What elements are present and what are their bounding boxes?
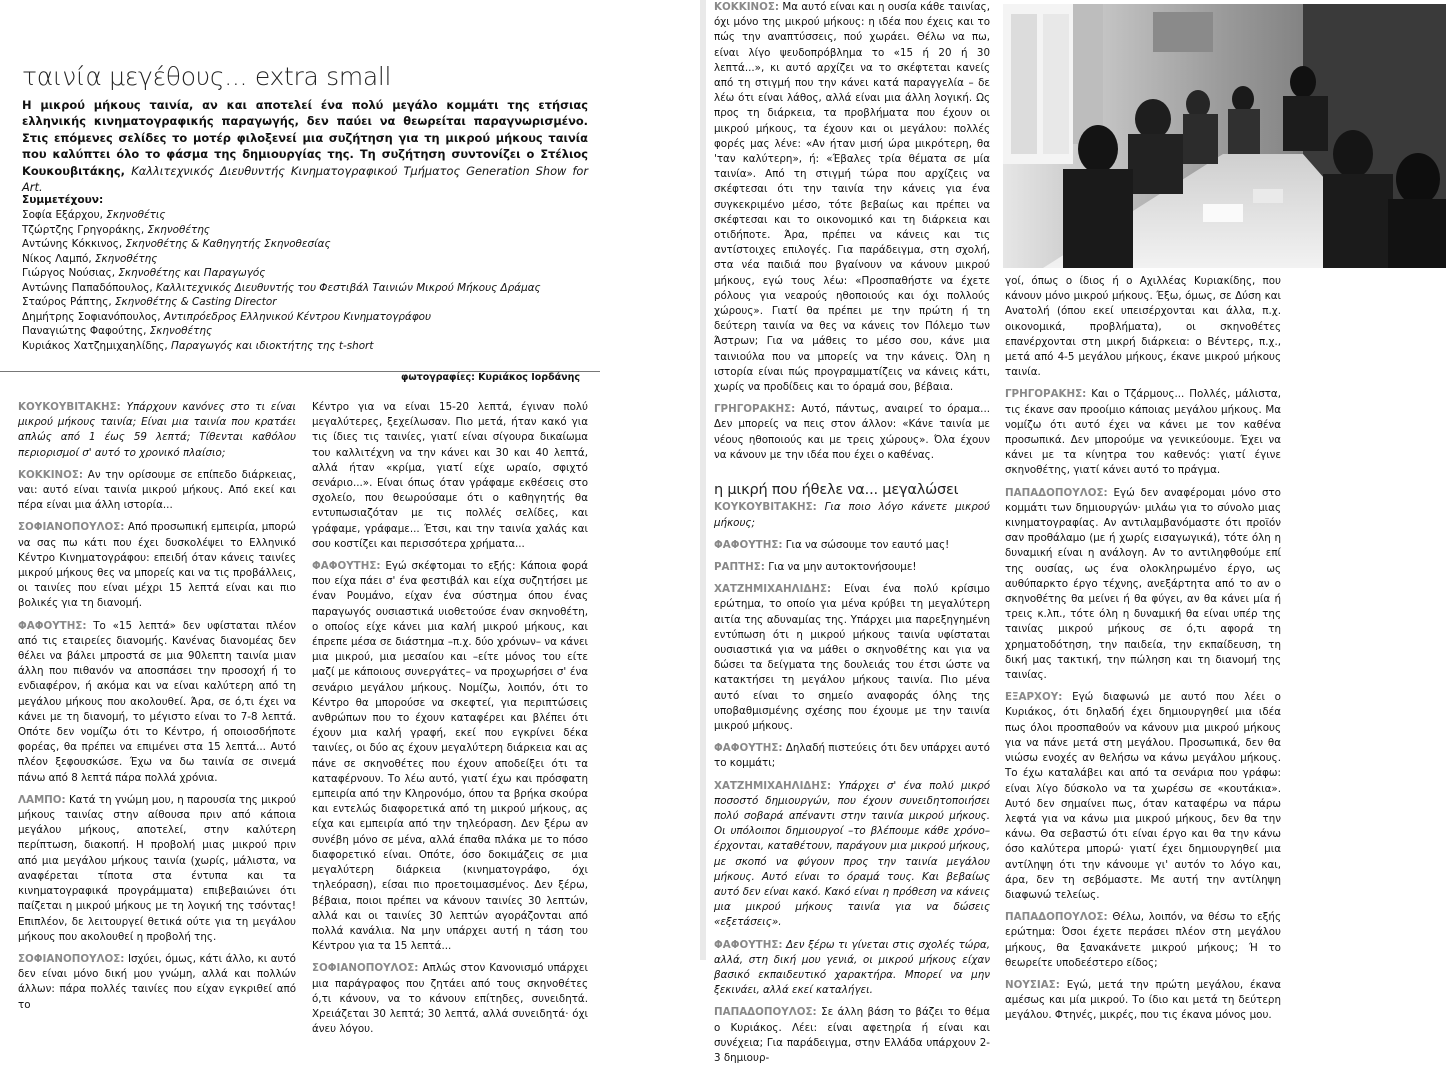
dialogue-paragraph <box>1005 978 1281 1024</box>
dialogue-paragraph <box>714 1005 990 1066</box>
dialogue-paragraph <box>18 952 296 1013</box>
speaker-name: ΧΑΤΖΗΜΙΧΑΗΛΙΔΗΣ: <box>714 779 832 792</box>
speaker-name: ΚΟΥΚΟΥΒΙΤΑΚΗΣ: <box>18 401 121 413</box>
speaker-name: ΠΑΠΑΔΟΠΟΥΛΟΣ: <box>1005 486 1108 499</box>
text-column-3-bottom <box>714 500 990 1066</box>
text-column-2 <box>312 400 588 1044</box>
speaker-name: ΓΡΗΓΟΡΑΚΗΣ: <box>714 403 796 416</box>
participant-name: Σταύρος Ράπτης, <box>22 296 112 308</box>
participant-role: Σκηνοθέτης & Casting Director <box>114 296 277 308</box>
participant-name: Σοφία Εξάρχου, <box>22 209 103 221</box>
dialogue-paragraph <box>714 741 990 771</box>
speech-text: Υπάρχουν κανόνες στο τι είναι μικρού μήκους ταινία; Είναι μια ταινία που κρατάει απλώς από 1 έως 59 λεπτά; Τίθενται καθόλου περιορισμοί σ' αυτό το χρονικό πλαίσιο; <box>18 401 296 459</box>
speaker-name: ΕΞΑΡΧΟΥ: <box>1005 691 1063 704</box>
participant-name: Τζώρτζης Γρηγοράκης, <box>22 223 145 236</box>
meeting-photo-image <box>1003 4 1446 268</box>
speaker-name: ΦΑΦΟΥΤΗΣ: <box>18 619 87 632</box>
participant-name: Δημήτρης Σοφιανόπουλος, <box>22 310 161 323</box>
participant-role: Καλλιτεχνικός Διευθυντής του Φεστιβάλ Ταινιών Μικρού Μήκους Δράμας <box>156 281 541 294</box>
section-heading: η μικρή που ήθελε να... μεγαλώσει <box>714 482 959 499</box>
discussion-photo <box>1003 4 1446 268</box>
dialogue-paragraph <box>714 560 990 575</box>
speaker-name: ΣΟΦΙΑΝΟΠΟΥΛΟΣ: <box>18 521 125 534</box>
speaker-name: ΧΑΤΖΗΜΙΧΑΗΛΙΔΗΣ: <box>714 583 832 596</box>
article-title: ταινία μεγέθους... extra small <box>22 62 392 91</box>
participant-row <box>22 339 602 354</box>
speech-text: Υπάρχει σ' ένα πολύ μικρό ποσοστό δημιουργών, που έχουν συνειδητοποιήσει πολύ σοβαρά απέναντι στην ταινία μικρού μήκους. Οι υπόλοιποι δημιουργοί –το βλέπουμε κάθε χρόνο– έρχονται, καταθέτουν, παράγουν μια μικρού μήκους, με σκοπό να φύγουν προς την ταινία μεγάλου μήκους. Αυτό είναι το όραμά τους. Και βεβαίως αυτό δεν είναι κακό. Κακό είναι η πρόθεση να κάνεις μια μικρού μήκους ταινία για να δώσεις «εξετάσεις». <box>714 779 990 929</box>
participant-row <box>22 252 602 267</box>
text-column-3 <box>714 0 990 1073</box>
dialogue-paragraph <box>18 619 296 786</box>
speaker-name: ΠΑΠΑΔΟΠΟΥΛΟΣ: <box>714 1006 817 1019</box>
participant-name: Αντώνης Κόκκινος, <box>22 238 123 250</box>
speaker-name: ΦΑΦΟΥΤΗΣ: <box>714 938 783 951</box>
speech-text: Και ο Τζάρμους... Πολλές, μάλιστα, τις έκανε σαν προοίμιο κάποιας μεγάλου μήκους. Μα νομίζω ότι αυτό έχει να κάνει με τον καθένα προσωπικά. Δεν μπορούμε να γενικεύουμε. Έχει να κάνει με τα κίνητρα του καθενός: γιατί έγινε σκηνοθέτης, γιατί κάνει αυτό το πράγμα. <box>1005 388 1281 477</box>
dialogue-paragraph <box>312 961 588 1037</box>
lede-bold-text: Η μικρού μήκους ταινία, αν και αποτελεί ένα πολύ μεγάλο κομμάτι της ετήσιας ελληνικής κινηματογραφικής παραγωγής, δεν παύει να θεωρείται παραγνωρισμένο. Στις επόμενες σελίδες το μοτέρ φιλοξενεί μια συζήτηση για τη μικρού μήκους ταινία που καλύπτει όλο το φάσμα της δημιουργίας της. Τη συζήτηση συντονίζει ο Στέλιος Κουκουβιτάκης, <box>22 98 588 178</box>
participant-row <box>22 223 602 238</box>
speaker-name: ΣΟΦΙΑΝΟΠΟΥΛΟΣ: <box>18 952 125 965</box>
speech-text: Εγώ σκέφτομαι το εξής: Κάποια φορά που είχα πάει σ' ένα φεστιβάλ και είχα συζητήσει με έναν Ρουμάνο, είχαν ένα σύστημα όπου ένας παραγωγός ουσιαστικά υιοθετούσε έναν σκηνοθέτη, ο οποίος είχε κάνει μια καλή μικρού μήκους, και έπρεπε μέσα σε διάστημα –π.χ. δύο χρόνων– να κάνει μια μικρού, μια μεσαίου και –είτε μόνος του είτε μαζί με κάποιους συνεργάτες– να προχωρήσει σ' ένα σενάριο μεγάλου μήκους. Νομίζω, λοιπόν, ότι το Κέντρο θα μπορούσε να σκεφτεί, για περιπτώσεις ανθρώπων που το έχουν καταφέρει και βλέπει ότι έχουν μια καλή γραφή, εκεί που εγκρίνει δέκα ταινίες, οι δύο ας έχουν μεγαλύτερη διάρκεια και ας πάνε σε σκηνοθέτες που έχουν αποδείξει ότι τα καταφέρνουν. Το λέω αυτό, γιατί έχω και πρόσφατη εμπειρία από την Κληρονόμο, όπου τα βρήκα σκούρα και εντελώς διαφορετικά από τη μικρού μήκους, ας είχα και εμπειρία από την τηλεόραση. Δεν ξέρω αν συνέβη μόνο σε μένα, αλλά έπαθα πλάκα με το πόσο διαφορετικό είναι. Οπότε, όσο δοκιμάζεις σε μια μεγαλύτερη διάρκεια (κινηματογράφο, όχι τηλεόραση), είσαι πιο προετοιμασμένος. Δεν ξέρω, βέβαια, ποιοι πρέπει να κάνουν ταινίες 30 λεπτών, αλλά και οι ταινίες 30 λεπτών αγοράζονται από πολλά κανάλια. Να μην υπάρχει αυτή η τάση του Κέντρου για τα 15 λεπτά... <box>312 560 588 953</box>
speech-text: Εγώ διαφωνώ με αυτό που λέει ο Κυριάκος, ότι δηλαδή έχει δημιουργηθεί μια ιδέα πως όλοι προσπαθούν να κάνουν μια μικρού μήκους για να πάνε μετά στη μεγάλου. Προσωπικά, δεν θα νιώσω ενοχές αν θελήσω να κάνω μεγάλου μήκους. Το έχω καταλάβει και από τα σενάρια που γράφω: είναι λίγο δύσκολο να τα χωρέσω σε «κουτάκια». Αυτό δεν σημαίνει πως, όταν καταφέρω να πάρω λεφτά για να κάνω μια μικρού μήκους, δεν θα την κάνω. Θα σεβαστώ ότι είναι έργο και θα την κάνω όσο καλύτερα μπορώ· γιατί έχει δημιουργηθεί μια αντίληψη ότι την κάνουμε γι' αυτόν το λόγο και, άρα, δεν τη σεβόμαστε. Με αυτή την αντίληψη διαφωνώ τελείως. <box>1005 691 1281 901</box>
speaker-name: ΦΑΦΟΥΤΗΣ: <box>312 560 381 573</box>
dialogue-paragraph <box>1005 690 1281 903</box>
speech-text: γοί, όπως ο ίδιος ή ο Αχιλλέας Κυριακίδης, που κάνουν μόνο μικρού μήκους. Έξω, όμως, σε Δύση και Ανατολή (όπου εκεί υπεισέρχονται και άλλα, π.χ. οικονομικά, προβλήματα), οι σκηνοθέτες επανέρχονται στη μικρή διάρκεια: ο Βέντερς, π.χ., μετά από 4-5 μεγάλου μήκους, έκανε μικρού μήκους ταινία. <box>1005 275 1281 379</box>
speech-text: Για ποιο λόγο κάνετε μικρού μήκους; <box>714 501 990 529</box>
dialogue-paragraph <box>312 400 588 552</box>
dialogue-paragraph <box>714 402 990 463</box>
speaker-name: ΡΑΠΤΗΣ: <box>714 560 765 573</box>
participant-name: Αντώνης Παπαδόπουλος, <box>22 281 153 294</box>
dialogue-paragraph <box>18 468 296 514</box>
text-column-1 <box>18 400 296 1020</box>
speaker-name: ΦΑΦΟΥΤΗΣ: <box>714 538 783 551</box>
participant-row <box>22 281 602 296</box>
speech-text: Το «15 λεπτά» δεν υφίσταται πλέον από τις εταιρείες διανομής. Κανένας διανομέας δεν θέλει να βάλει μπροστά σε μια 90λεπτη ταινία μιαν άλλη που πιθανόν να αποσπάσει την προσοχή ή το ενδιαφέρον, ή ακόμα και να είναι καλύτερη από τη μεγάλου μήκους που ακολουθεί. Άρα, σε ό,τι έχει να κάνει με τη διανομή, το μέγιστο είναι το 7-8 λεπτά. Οπότε δεν νομίζω ότι το Κέντρο, ή οποιοσδήποτε φορέας, θα πρέπει να επιμένει στα 15 λεπτά... Αυτό πλέον ξεφουσκώσε. Έχω να δω ταινία σε σινεμά πάνω από 8 λεπτά πάρα πολλά χρόνια. <box>18 619 297 784</box>
participant-role: Σκηνοθέτης και Παραγωγός <box>118 267 266 279</box>
participant-row <box>22 266 602 281</box>
participant-row <box>22 237 602 252</box>
dialogue-paragraph <box>714 0 990 395</box>
speech-text: Απλώς στον Κανονισμό υπάρχει μια παράγραφος που ζητάει από τους σκηνοθέτες ό,τι κάνουν, να το κάνουν επίτηδες, συνειδητά. Χρειάζεται 30 λεπτά; 30 λεπτά, αλλά συνειδητά· όχι άνευ λόγου. <box>312 962 588 1036</box>
participant-row <box>22 310 602 325</box>
dialogue-paragraph <box>714 779 990 931</box>
speech-text: Σε άλλη βάση το βάζει το θέμα ο Κυριάκος. Λέει: είναι αφετηρία ή είναι και συνέχεια; Για παράδειγμα, στην Ελλάδα υπάρχουν 2-3 δημιουρ- <box>714 1006 990 1064</box>
dialogue-paragraph <box>714 582 990 734</box>
participant-role: Σκηνοθέτης <box>94 252 158 265</box>
speaker-name: ΝΟΥΣΙΑΣ: <box>1005 978 1060 991</box>
dialogue-paragraph <box>18 793 296 945</box>
dialogue-paragraph <box>714 938 990 999</box>
participant-row <box>22 324 602 339</box>
dialogue-paragraph <box>18 400 296 461</box>
speech-text: Από προσωπική εμπειρία, μπορώ να σας πω κάτι που έχει δυσκολέψει το Ελληνικό Κέντρο Κινηματογράφου: επειδή όταν κάνεις ταινίες μικρού μήκους θες να μπορείς και να τις προβάλλεις, οι ταινίες που είναι μέχρι 15 λεπτά είναι και πιο βολικές για τη διανομή. <box>18 521 296 610</box>
speech-text: Για να σώσουμε τον εαυτό μας! <box>785 538 950 551</box>
participant-row <box>22 208 602 223</box>
speech-text: Μα αυτό είναι και η ουσία κάθε ταινίας, όχι μόνο της μικρού μήκους: η ιδέα που έχεις και το πώς την αναπτύσσεις, πού χωράει. Θέλω να πω, είναι λίγο ψευδοπρόβλημα το «15 ή 20 ή 30 λεπτά...», κι αυτό αρχίζει να το σκέφτεται κανείς από τη στιγμή που την κάνει κατά παραγγελία – δε λέω ότι είναι λάθος, αλλά είναι μια άλλη λογική. Ως προς τη διάρκεια, τα προβλήματα που έχουν οι μικρού μήκους, τα έχουν και οι μεγάλου: πολλές φορές μας λένε: «Αν ήταν μισή ώρα μικρότερη, θα 'ταν καλύτερη», ή: «Έβαλες τρία θέματα σε μία ταινία». Από τη στιγμή τώρα που αρχίζεις να σκέφτεσαι ότι την ταινία την κάνεις για ένα συγκεκριμένο μέσο, τότε βεβαίως και πρέπει να σκέφτεσαι και το οικονομικό και τη διάρκεια και οτιδήποτε. Άρα, πρέπει να κάνεις και τις αντίστοιχες επιλογές. Για παράδειγμα, στη σχολή, στα νέα παιδιά που βγαίνουν να κάνουν μικρού μήκους, εγώ τους λέω: «Προσπαθήστε να έχετε ρόλους για νεαρούς ηθοποιούς και όχι πολλούς χώρους». Γιατί θα πρέπει με την πρώτη ή τη δεύτερη ταινία να θες να κάνεις τον Πόλεμο των Άστρων; Για να μάθεις το μέσο σου, κάνε μια ταινιούλα που να μπορείς να την κάνεις. Όλη η ιστορία είναι πώς προγραμματίζεις να κάνεις κάτι, χωρίς να προδίδεις και το όραμά σου, βέβαια. <box>714 1 990 394</box>
speech-text: Για να μην αυτοκτονήσουμε! <box>768 560 917 573</box>
text-column-3-top <box>714 0 990 463</box>
speech-text: Εγώ δεν αναφέρομαι μόνο στο κομμάτι των δημιουργών· μιλάω για το σύνολο μιας κινηματογραφίας. Αν αντιλαμβανόμαστε ότι προϊόν σαν προθάλαμο (με ή χωρίς εισαγωγικά), τότε όλη η δυναμική είναι η ανάλογη. Αν το αντιληφθούμε επί της ουσίας, ως ένα ολοκληρωμένο έργο, ως αυθύπαρκτο έργο τέχνης, ανεξάρτητα από το αν ο σκηνοθέτης θα μείνει ή θα φύγει, αν θα κάνει μία ή τρεις κ.λπ., τότε όλη η δυναμική θα είναι υπέρ της ταινίας μικρού μήκους σε ό,τι αφορά τη χρηματοδότηση, την παιδεία, την εκπαίδευση, τη δική μας τακτική, την πώληση και τη διανομή της ταινίας. <box>1005 486 1281 682</box>
dialogue-paragraph <box>1005 274 1281 380</box>
participant-name: Παναγιώτης Φαφούτης, <box>22 325 147 337</box>
speech-text: Δηλαδή πιστεύεις ότι δεν υπάρχει αυτό το κομμάτι; <box>714 742 990 770</box>
speech-text: Κατά τη γνώμη μου, η παρουσία της μικρού μήκους ταινίας στην αίθουσα πριν από κάποια μεγάλου μήκους, αποτελεί, στην καλύτερη περίπτωση, διακοπή. Η προβολή μιας μικρού πριν από μια μεγάλου μήκους ταινία (χωρίς, μάλιστα, να αναφέρεται τίποτα στα έντυπα και τα κινηματογραφικά προγράμματα) επιβεβαιώνει ότι παίζεται η μικρού μήκους με τη λογική της τσόντας! Επιπλέον, δε λειτουργεί θετικά ούτε για τη μεγάλου μήκους που ακολουθεί η προβολή της. <box>18 793 297 943</box>
speaker-name: ΓΡΗΓΟΡΑΚΗΣ: <box>1005 388 1087 401</box>
participant-role: Παραγωγός και ιδιοκτήτης της t-short <box>171 339 374 352</box>
dialogue-paragraph <box>312 559 588 954</box>
speech-text: Θέλω, λοιπόν, να θέσω το εξής ερώτημα: Όσοι έχετε περάσει πλέον στη μεγάλου μήκους, θα ξανακάνετε μικρού μήκους; Ή το θεωρείτε υποδεέστερο είδος; <box>1005 911 1281 969</box>
participant-name: Γιώργος Νούσιας, <box>22 267 116 279</box>
dialogue-paragraph <box>1005 387 1281 478</box>
speaker-name: ΦΑΦΟΥΤΗΣ: <box>714 742 783 755</box>
speaker-name: ΚΟΥΚΟΥΒΙΤΑΚΗΣ: <box>714 501 817 514</box>
speech-text: Είναι ένα πολύ κρίσιμο ερώτημα, το οποίο για μένα κρύβει τη μεγαλύτερη αιτία της αδυναμίας της. Υπάρχει μια παρεξηγημένη εντύπωση ότι η μικρού μήκους ταινία υφίσταται ουσιαστικά για να μάθει ο σκηνοθέτης και για να δώσει τα δείγματα της δουλειάς του έτσι ώστε να κατακτήσει τη μεγάλου μήκους ταινία. Πιο μένα αυτό είναι το σημείο αναφοράς όλης της υποβαθμισμένης σχέσης που έχουμε με την ταινία μικρού μήκους. <box>714 583 990 732</box>
text-column-4 <box>1005 274 1281 1031</box>
participant-role: Σκηνοθέτις <box>106 209 166 221</box>
participant-role: Αντιπρόεδρος Ελληνικού Κέντρου Κινηματογράφου <box>163 310 432 323</box>
participant-row <box>22 295 602 310</box>
participants-label: Συμμετέχουν: <box>22 194 104 206</box>
speaker-name: ΚΟΚΚΙΝΟΣ: <box>714 1 780 13</box>
participant-role: Σκηνοθέτης & Καθηγητής Σκηνοθεσίας <box>125 238 331 250</box>
speech-text: Ισχύει, όμως, κάτι άλλο, κι αυτό δεν είναι μόνο δική μου γνώμη, αλλά και πολλών άλλων: πάρα πολλές ταινίες που είχαν εγκριθεί από το <box>18 952 296 1011</box>
photo-credit: φωτογραφίες: Κυριάκος Ιορδάνης <box>400 372 580 383</box>
lede-italic-text: Καλλιτεχνικός Διευθυντής Κινηματογραφικού Τμήματος Generation Show for Art. <box>22 163 588 195</box>
dialogue-paragraph <box>1005 486 1281 684</box>
participants-list <box>22 208 602 353</box>
dialogue-paragraph <box>714 538 990 553</box>
dialogue-paragraph <box>18 520 296 611</box>
participant-role: Σκηνοθέτης <box>147 223 210 236</box>
dialogue-paragraph <box>1005 910 1281 971</box>
participant-name: Κυριάκος Χατζημιχαηλίδης, <box>22 339 168 352</box>
article-lede <box>22 97 588 195</box>
participant-role: Σκηνοθέτης <box>149 325 213 337</box>
speech-text: Δεν ξέρω τι γίνεται στις σχολές τώρα, αλλά, στη δική μου γενιά, οι μικρού μήκους είχαν βασικό εκπαιδευτικό χαρακτήρα. Μπορεί να μην ξεκινάει, αλλά εκεί καταλήγει. <box>714 938 990 997</box>
speech-text: Αυτό, πάντως, αναιρεί το όραμα... Δεν μπορείς να πεις στον άλλον: «Κάνε ταινία με νέους ηθοποιούς και με τρεις χώρους». Όλα έχουν να κάνουν με την ιδέα που έχει ο καθένας. <box>714 403 990 461</box>
speaker-name: ΠΑΠΑΔΟΠΟΥΛΟΣ: <box>1005 911 1108 924</box>
speaker-name: ΣΟΦΙΑΝΟΠΟΥΛΟΣ: <box>312 962 419 975</box>
dialogue-paragraph <box>714 500 990 530</box>
speech-text: Εγώ, μετά την πρώτη μεγάλου, έκανα αμέσως και μία μικρού. Το ίδιο και μετά τη δεύτερη μεγάλου. Φτηνές, μικρές, που τις έκανα μόνος μου. <box>1005 978 1281 1022</box>
participant-name: Νίκος Λαμπό, <box>22 252 92 265</box>
speaker-name: ΚΟΚΚΙΝΟΣ: <box>18 468 84 481</box>
speaker-name: ΛΑΜΠΟ: <box>18 793 66 806</box>
speech-text: Κέντρο για να είναι 15-20 λεπτά, έγιναν πολύ μεγαλύτερες, ξεχείλωσαν. Πιο μετά, ήταν κακό για τις ίδιες τις ταινίες, γιατί είναι σίγουρα δικαίωμα του καλλιτέχνη να την κάνει και 30 και 40 λεπτά, αλλά ήταν «κρίμα, γιατί είχε ωραίο, σφιχτό σενάριο...». Είναι όπως όταν γράφαμε εκθέσεις στο σχολείο, που θεωρούσαμε ότι ο καθηγητής θα εντυπωσιαζόταν με τις πολλές σελίδες, και γράφαμε, γράφαμε... Έτσι, και την ταινία χαλάς και σου κοστίζει και περισσότερα χρήματα... <box>312 401 588 550</box>
speech-text: Αν την ορίσουμε σε επίπεδο διάρκειας, ναι: αυτό είναι ταινία μικρού μήκους. Από εκεί και πέρα είναι μια άλλη ιστορία... <box>18 468 296 512</box>
